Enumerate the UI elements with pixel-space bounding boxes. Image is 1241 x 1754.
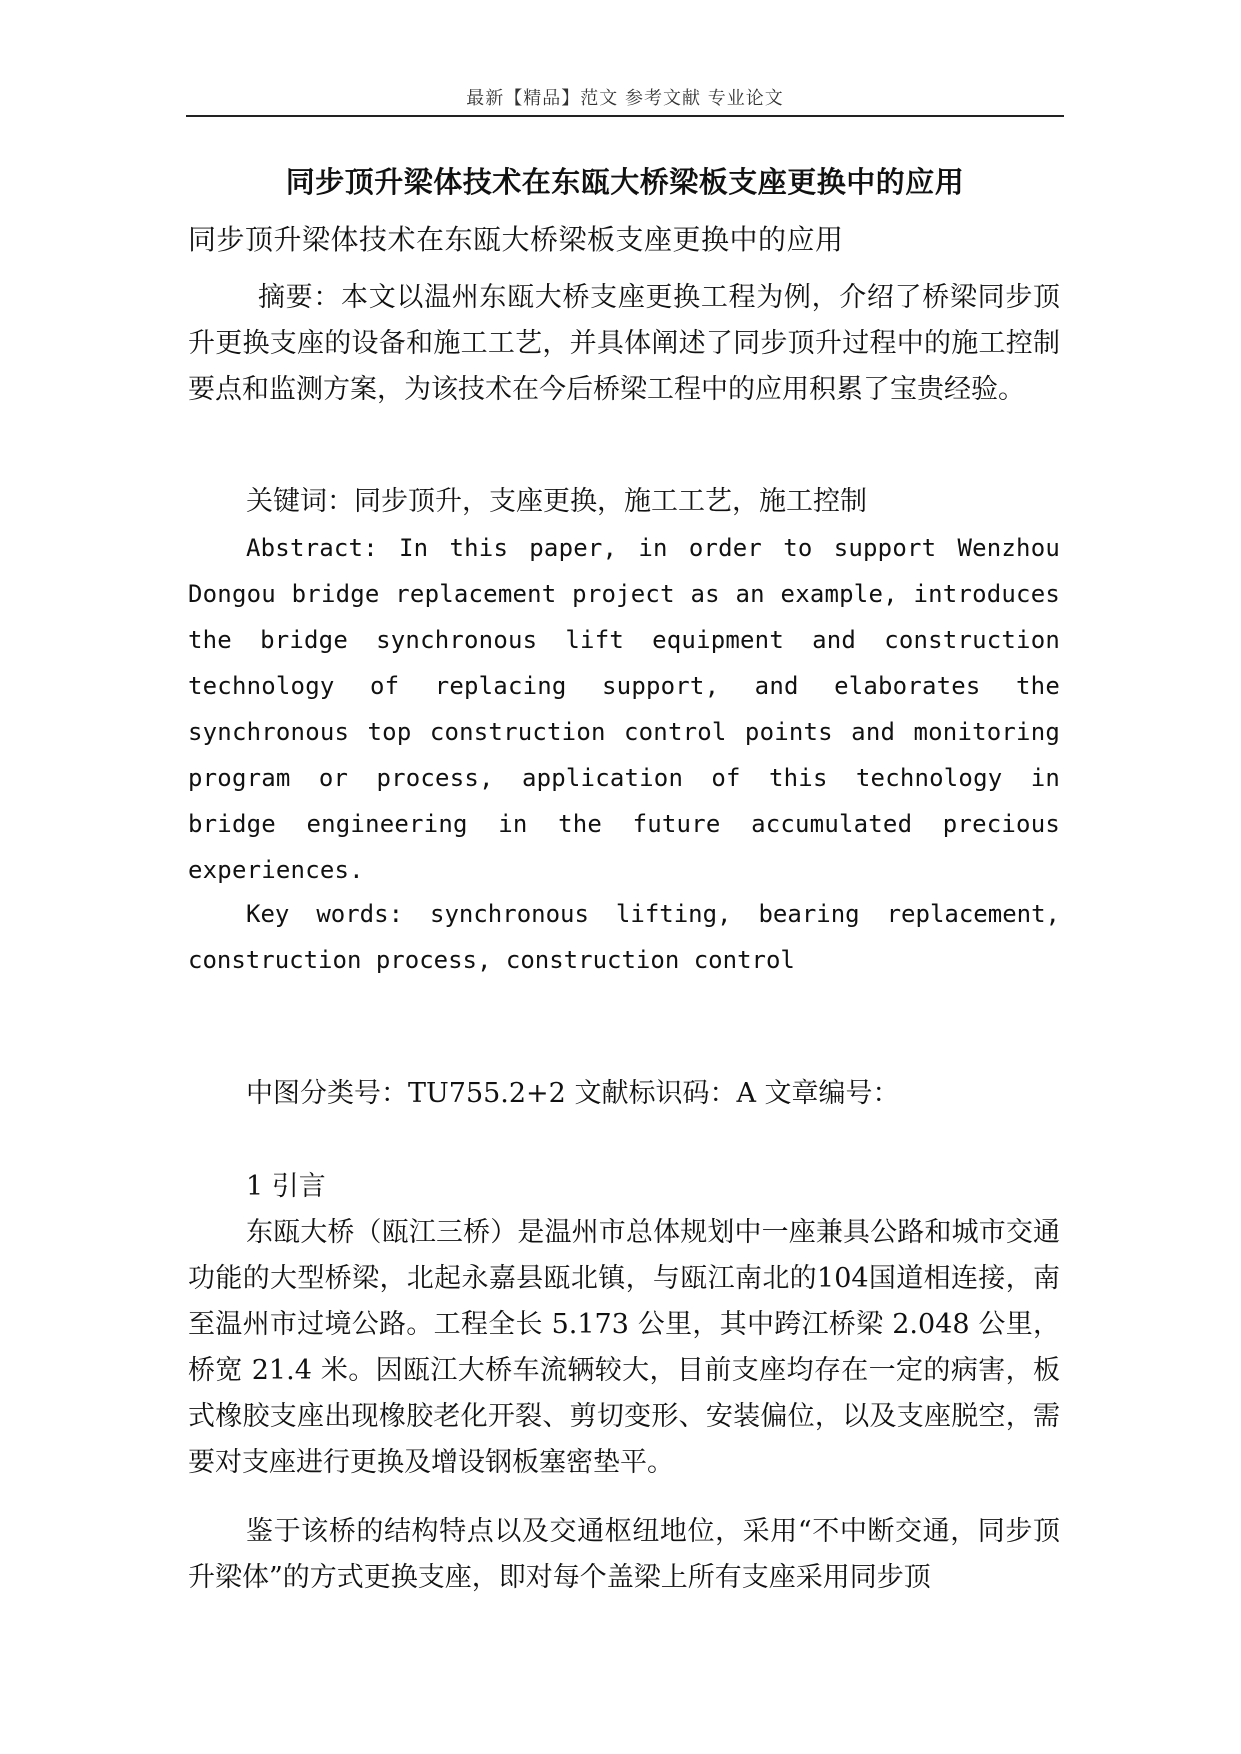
header-divider	[186, 115, 1064, 117]
classification-line: 中图分类号：TU755.2+2 文献标识码：A 文章编号：	[246, 1078, 900, 1109]
abstract-chinese: 摘要：本文以温州东瓯大桥支座更换工程为例，介绍了桥梁同步顶升更换支座的设备和施工工艺，并具体阐述了同步顶升过程中的施工控制要点和监测方案，为该技术在今后桥梁工程中的应用积累了宝贵经验。	[188, 282, 1060, 405]
section-heading: 1 引言	[246, 1171, 326, 1202]
keywords-english: Key words: synchronous lifting, bearing replacement, construction process, construction control	[188, 900, 1060, 974]
abstract-english: Abstract: In this paper, in order to support Wenzhou Dongou bridge replacement project as an example, introduces the bridge synchronous lift equipment and construction technology of replacing support, and elaborates the synchronous top construction control points and monitoring program or process, application of this technology in bridge engineering in the future accumulated precious experiences.	[188, 534, 1060, 884]
body-paragraph-1: 东瓯大桥（瓯江三桥）是温州市总体规划中一座兼具公路和城市交通功能的大型桥梁，北起永嘉县瓯北镇，与瓯江南北的104国道相连接，南至温州市过境公路。工程全长 5.173 公里，其中跨江桥梁 2.048 公里，桥宽 21.4 米。因瓯江大桥车流辆较大，目前支座均存在一定的病害，板式橡胶支座出现橡胶老化开裂、剪切变形、安装偏位，以及支座脱空，需要对支座进行更换及增设钢板塞密垫平。	[188, 1217, 1060, 1478]
body-paragraph-2: 鉴于该桥的结构特点以及交通枢纽地位，采用“不中断交通，同步顶升梁体”的方式更换支座，即对每个盖梁上所有支座采用同步顶	[188, 1516, 1060, 1593]
document-subtitle: 同步顶升梁体技术在东瓯大桥梁板支座更换中的应用	[188, 223, 844, 256]
document-title: 同步顶升梁体技术在东瓯大桥梁板支座更换中的应用	[285, 165, 965, 199]
page-header: 最新【精品】范文 参考文献 专业论文	[466, 88, 784, 109]
keywords-chinese: 关键词：同步顶升，支座更换，施工工艺，施工控制	[246, 486, 867, 517]
